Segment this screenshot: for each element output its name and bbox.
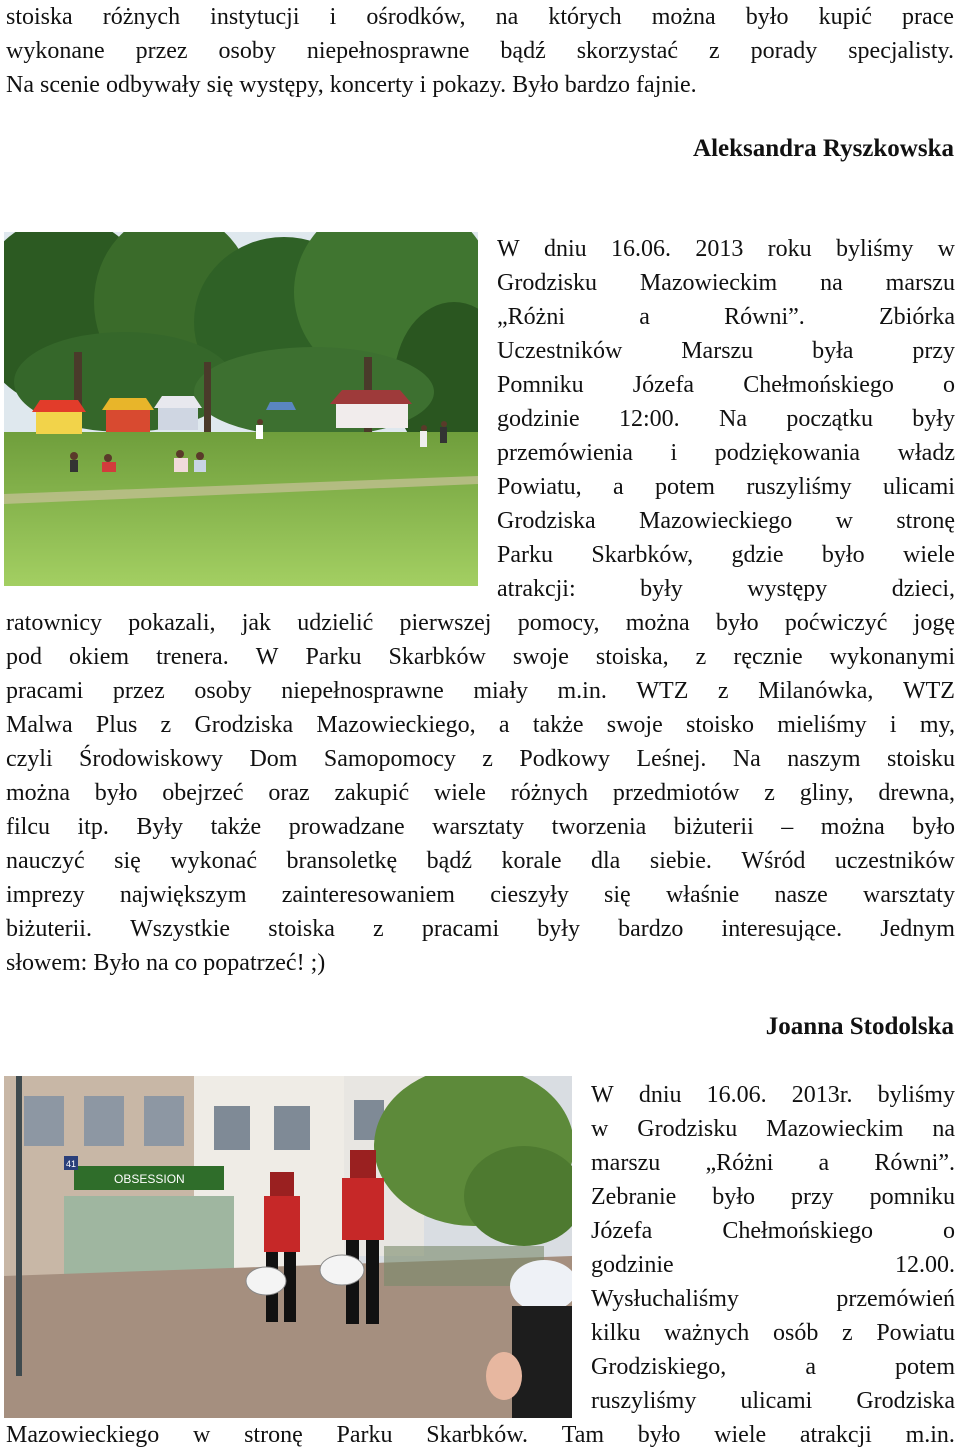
paragraph-line: Grodziska Mazowieckiego w stronę bbox=[497, 508, 955, 534]
paragraph-line: atrakcji: były występy dzieci, bbox=[497, 576, 955, 602]
paragraph-line: Zebranie było przy pomniku bbox=[591, 1184, 955, 1210]
paragraph-line: ruszyliśmy ulicami Grodziska bbox=[591, 1388, 955, 1414]
paragraph-line: „Różni a Równi”. Zbiórka bbox=[497, 304, 955, 330]
paragraph-line: słowem: Było na co popatrzeć! ;) bbox=[6, 950, 326, 976]
paragraph-line: wykonane przez osoby niepełnosprawne bądź skorzystać z porady specjalisty. bbox=[6, 38, 954, 64]
paragraph-line: filcu itp. Były także prowadzane warsztaty tworzenia biżuterii – można było bbox=[6, 814, 955, 840]
march-photo bbox=[4, 1076, 572, 1418]
paragraph-line: kilku ważnych osób z Powiatu bbox=[591, 1320, 955, 1346]
paragraph-line: Uczestników Marszu była przy bbox=[497, 338, 955, 364]
shop-sign-text: OBSESSION bbox=[114, 1172, 185, 1186]
paragraph-line: stoiska różnych instytucji i ośrodków, na których można było kupić prace bbox=[6, 4, 954, 30]
paragraph-line: Parku Skarbków, gdzie było wiele bbox=[497, 542, 955, 568]
paragraph-line: godzinie 12:00. Na początku były bbox=[497, 406, 955, 432]
author-signature: Joanna Stodolska bbox=[765, 1013, 954, 1040]
park-photo bbox=[4, 232, 478, 586]
paragraph-line: Mazowieckiego w stronę Parku Skarbków. Tam było wiele atrakcji m.in. bbox=[6, 1422, 955, 1448]
paragraph-line: W dniu 16.06. 2013 roku byliśmy w bbox=[497, 236, 955, 262]
house-number: 41 bbox=[66, 1159, 77, 1169]
paragraph-line: godzinie 12.00. bbox=[591, 1252, 955, 1278]
paragraph-line: pracami przez osoby niepełnosprawne miały m.in. WTZ z Milanówka, WTZ bbox=[6, 678, 955, 704]
paragraph-line: ratownicy pokazali, jak udzielić pierwszej pomocy, można było poćwiczyć jogę bbox=[6, 610, 955, 636]
author-signature: Aleksandra Ryszkowska bbox=[693, 135, 954, 162]
paragraph-line: imprezy największym zainteresowaniem cieszyły się właśnie nasze warsztaty bbox=[6, 882, 955, 908]
paragraph-line: Pomniku Józefa Chełmońskiego o bbox=[497, 372, 955, 398]
paragraph-line: nauczyć się wykonać bransoletkę bądź korale dla siebie. Wśród uczestników bbox=[6, 848, 955, 874]
paragraph-line: Powiatu, a potem ruszyliśmy ulicami bbox=[497, 474, 955, 500]
paragraph-line: W dniu 16.06. 2013r. byliśmy bbox=[591, 1082, 955, 1108]
paragraph-line: Grodzisku Mazowieckim na marszu bbox=[497, 270, 955, 296]
paragraph-line: czyli Środowiskowy Dom Samopomocy z Podkowy Leśnej. Na naszym stoisku bbox=[6, 746, 955, 772]
paragraph-line: Malwa Plus z Grodziska Mazowieckiego, a także swoje stoisko mieliśmy i my, bbox=[6, 712, 955, 738]
paragraph-line: Grodziskiego, a potem bbox=[591, 1354, 955, 1380]
paragraph-line: przemówienia i podziękowania władz bbox=[497, 440, 955, 466]
paragraph-line: biżuterii. Wszystkie stoiska z pracami były bardzo interesujące. Jednym bbox=[6, 916, 955, 942]
paragraph-line: można było obejrzeć oraz zakupić wiele różnych przedmiotów z gliny, drewna, bbox=[6, 780, 955, 806]
paragraph-line: Józefa Chełmońskiego o bbox=[591, 1218, 955, 1244]
paragraph-line: pod okiem trenera. W Parku Skarbków swoje stoiska, z ręcznie wykonanymi bbox=[6, 644, 955, 670]
paragraph-line: marszu „Różni a Równi”. bbox=[591, 1150, 955, 1176]
paragraph-line: Wysłuchaliśmy przemówień bbox=[591, 1286, 955, 1312]
paragraph-line: Na scenie odbywały się występy, koncerty i pokazy. Było bardzo fajnie. bbox=[6, 72, 697, 98]
paragraph-line: w Grodzisku Mazowieckim na bbox=[591, 1116, 955, 1142]
